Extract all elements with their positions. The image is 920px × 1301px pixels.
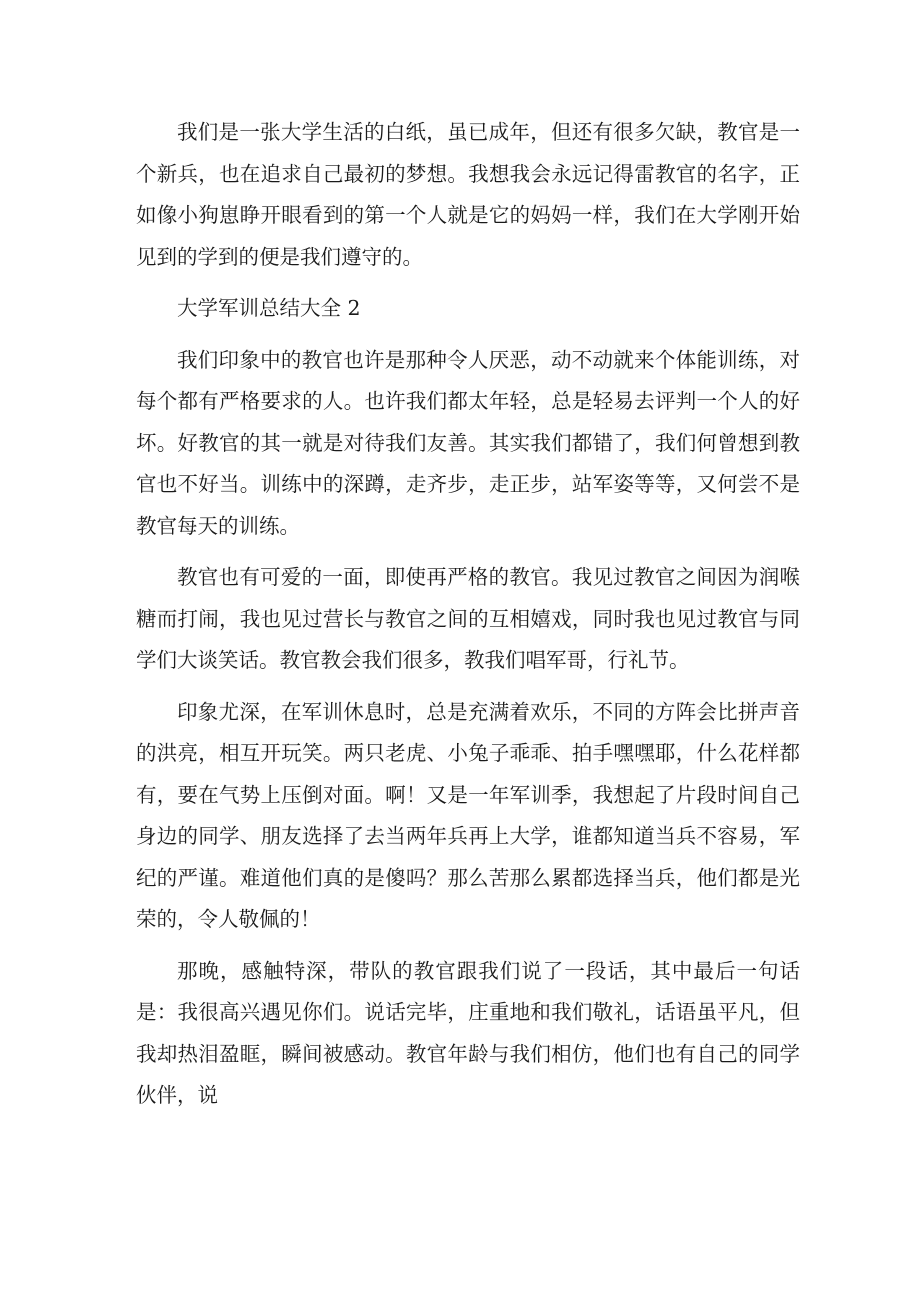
paragraph-4: 印象尤深，在军训休息时，总是充满着欢乐，不同的方阵会比拼声音的洪亮，相互开玩笑。两只老虎、小兔子乖乖、拍手嘿嘿耶，什么花样都有，要在气势上压倒对面。啊！又是一年军训季，我想起了片段时间自己身边的同学、朋友选择了去当两年兵再上大学，谁都知道当兵不容易，军纪的严谨。难道他们真的是傻吗？那么苦那么累都选择当兵，他们都是光荣的，令人敬佩的！ — [136, 699, 800, 931]
paragraph-5: 那晚，感触特深，带队的教官跟我们说了一段话，其中最后一句话是：我很高兴遇见你们。说话完毕，庄重地和我们敬礼，话语虽平凡，但我却热泪盈眶，瞬间被感动。教官年龄与我们相仿，他们也有自己的同学伙伴，说 — [136, 958, 800, 1107]
paragraph-1: 我们是一张大学生活的白纸，虽已成年，但还有很多欠缺，教官是一个新兵，也在追求自己最初的梦想。我想我会永远记得雷教官的名字，正如像小狗崽睁开眼看到的第一个人就是它的妈妈一样，我们在大学刚开始见到的学到的便是我们遵守的。 — [136, 120, 800, 269]
paragraph-2: 我们印象中的教官也许是那种令人厌恶，动不动就来个体能训练，对每个都有严格要求的人。也许我们都太年轻，总是轻易去评判一个人的好坏。好教官的其一就是对待我们友善。其实我们都错了，我们何曾想到教官也不好当。训练中的深蹲，走齐步，走正步，站军姿等等，又何尝不是教官每天的训练。 — [136, 347, 800, 538]
section-heading: 大学军训总结大全 2 — [177, 296, 361, 320]
document-body — [136, 112, 800, 1127]
paragraph-3: 教官也有可爱的一面，即使再严格的教官。我见过教官之间因为润喉糖而打闹，我也见过营长与教官之间的互相嬉戏，同时我也见过教官与同学们大谈笑话。教官教会我们很多，教我们唱军哥，行礼节。 — [136, 565, 800, 672]
